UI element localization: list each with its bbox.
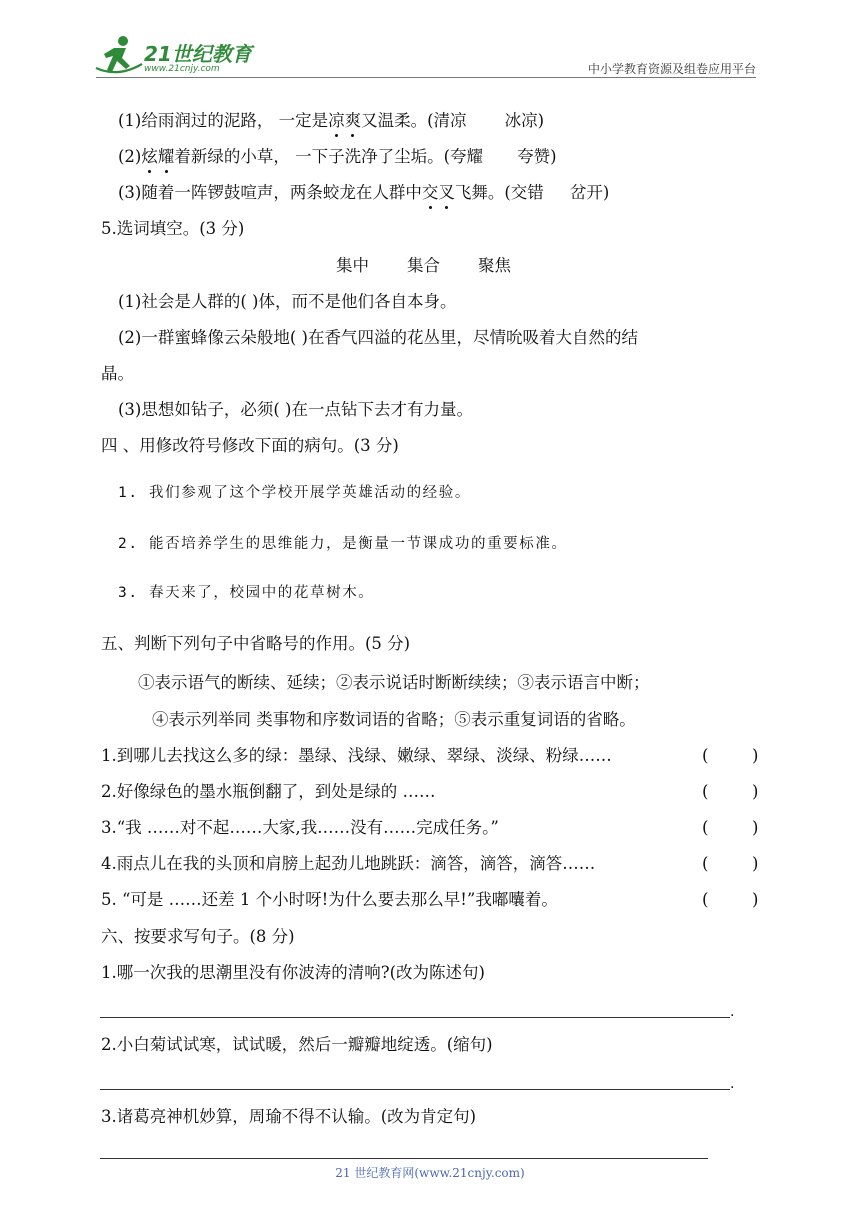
answer-paren-open: (	[702, 854, 709, 873]
judge-item-5: 5. “可是 ……还差 1 个小时呀!为什么要去那么早!”我嘟囔着。	[101, 890, 558, 909]
sick-sentence-3: 3. 春天来了，校园中的花草树木。	[118, 585, 375, 601]
q4-item-2: (2)炫耀着新绿的小草， 一下子洗净了尘垢。(夸耀 夸赞)	[118, 147, 557, 166]
logo-text: 21世纪教育	[144, 42, 252, 66]
judge-item-4: 4.雨点儿在我的头顶和肩膀上起劲儿地跳跃：滴答，滴答，滴答……	[101, 854, 596, 873]
judge-item-3: 3.“我 ……对不起……大家,我……没有……完成任务。”	[101, 818, 499, 837]
q5-item-1: (1)社会是人群的( )体，而不是他们各自本身。	[118, 292, 457, 311]
q4-item-1: (1)给雨润过的泥路， 一定是凉爽又温柔。(清凉 冰凉)	[118, 111, 544, 130]
answer-line-3	[100, 1158, 708, 1159]
section4-title: 四 、用修改符号修改下面的病句。(3 分)	[101, 436, 399, 455]
q5-word-bank	[336, 255, 511, 277]
answer-paren-close: )	[752, 818, 759, 837]
rewrite-item-2: 2.小白菊试试寒，试试暖，然后一瓣瓣地绽透。(缩句)	[101, 1035, 493, 1054]
answer-line-2	[100, 1089, 730, 1090]
answer-period: .	[730, 1076, 735, 1092]
page-footer: 21 世纪教育网(www.21cnjy.com)	[335, 1166, 525, 1180]
answer-paren-close: )	[752, 782, 759, 801]
answer-period: .	[730, 1004, 735, 1020]
answer-paren-close: )	[752, 854, 759, 873]
q5-title: 5.选词填空。(3 分)	[101, 219, 245, 238]
answer-line-1	[100, 1017, 730, 1018]
judge-item-1: 1.到哪儿去找这么多的绿：墨绿、浅绿、嫩绿、翠绿、淡绿、粉绿……	[101, 746, 612, 765]
word-option: 聚焦	[478, 256, 511, 275]
runner-icon	[92, 34, 144, 78]
word-option: 集中	[336, 256, 369, 275]
sick-sentence-2: 2. 能否培养学生的思维能力，是衡量一节课成功的重要标准。	[118, 536, 568, 552]
answer-paren-open: (	[702, 890, 709, 909]
ellipsis-options-1: ①表示语气的断续、延续；②表示说话时断断续续；③表示语言中断；	[138, 673, 650, 692]
section5-title: 五、判断下列句子中省略号的作用。(5 分)	[101, 634, 411, 653]
answer-paren-open: (	[702, 818, 709, 837]
q5-item-2-cont: 晶。	[101, 364, 134, 383]
section6-title: 六、按要求写句子。(8 分)	[101, 927, 295, 946]
sick-sentence-1: 1. 我们参观了这个学校开展学英雄活动的经验。	[118, 485, 471, 501]
answer-paren-close: )	[752, 890, 759, 909]
q5-item-2: (2)一群蜜蜂像云朵般地( )在香气四溢的花丛里，尽情吮吸着大自然的结	[118, 328, 638, 347]
answer-paren-open: (	[702, 746, 709, 765]
q5-item-3: (3)思想如钻子，必须( )在一点钻下去才有力量。	[118, 400, 473, 419]
answer-paren-close: )	[752, 746, 759, 765]
platform-name: 中小学教育资源及组卷应用平台	[587, 62, 756, 76]
rewrite-item-1: 1.哪一次我的思潮里没有你波涛的清响?(改为陈述句)	[101, 963, 485, 982]
q4-item-3: (3)随着一阵锣鼓喧声，两条蛟龙在人群中交叉飞舞。(交错 岔开)	[118, 183, 610, 202]
header-divider	[96, 77, 756, 78]
rewrite-item-3: 3.诸葛亮神机妙算，周瑜不得不认输。(改为肯定句)	[101, 1107, 477, 1126]
word-option: 集合	[407, 256, 440, 275]
logo-url: www.21cnjy.com	[144, 64, 220, 74]
site-logo	[92, 34, 262, 78]
judge-item-2: 2.好像绿色的墨水瓶倒翻了，到处是绿的 ……	[101, 782, 436, 801]
ellipsis-options-2: ④表示列举同 类事物和序数词语的省略；⑤表示重复词语的省略。	[152, 710, 636, 729]
answer-paren-open: (	[702, 782, 709, 801]
